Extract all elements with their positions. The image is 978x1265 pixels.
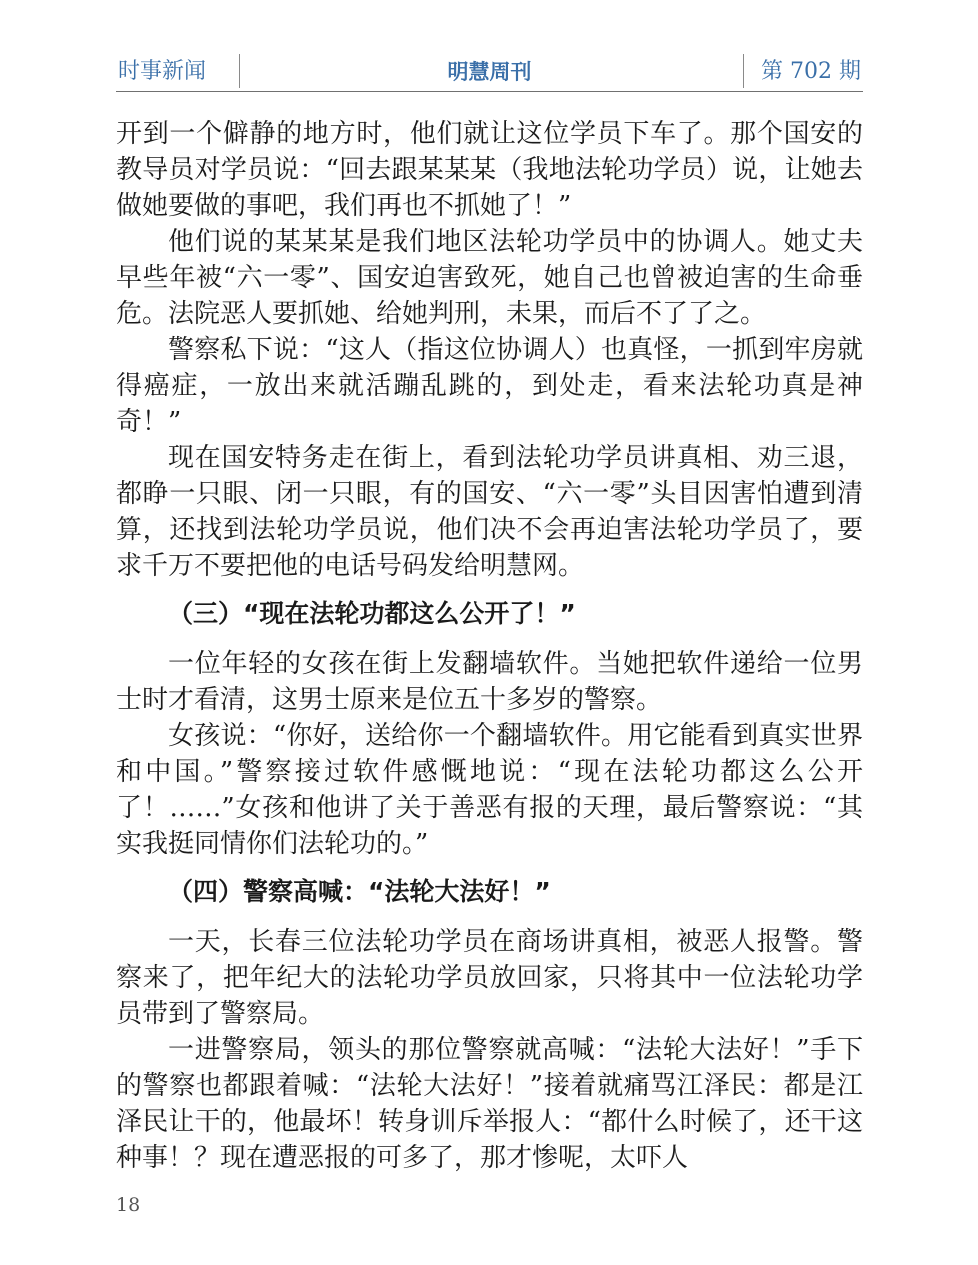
paragraph: 警察私下说：“这人（指这位协调人）也真怪，一抓到牢房就得癌症，一放出来就活蹦乱跳的，到处走，看来法轮功真是神奇！” (116, 335, 863, 437)
header-divider-right (743, 54, 744, 88)
paragraph: 现在国安特务走在街上，看到法轮功学员讲真相、劝三退，都睁一只眼、闭一只眼，有的国安、“六一零”头目因害怕遭到清算，还找到法轮功学员说，他们决不会再迫害法轮功学员了，要求千万不要把他的电话号码发给明慧网。 (116, 443, 863, 581)
publication-title: 明慧周刊 (447, 60, 532, 84)
paragraph: 一位年轻的女孩在街上发翻墙软件。当她把软件递给一位男士时才看清，这男士原来是位五十多岁的警察。 (116, 649, 863, 715)
page-number: 18 (116, 1194, 141, 1216)
paragraph: 一天，长春三位法轮功学员在商场讲真相，被恶人报警。警察来了，把年纪大的法轮功学员放回家，只将其中一位法轮功学员带到了警察局。 (116, 927, 863, 1029)
header-rule (116, 91, 863, 92)
paragraph: 女孩说：“你好，送给你一个翻墙软件。用它能看到真实世界和中国。”警察接过软件感慨地说：“现在法轮功都这么公开了！……”女孩和他讲了关于善恶有报的天理，最后警察说：“其实我挺同情你们法轮功的。” (116, 721, 863, 859)
paragraph: 他们说的某某某是我们地区法轮功学员中的协调人。她丈夫早些年被“六一零”、国安迫害致死，她自己也曾被迫害的生命垂危。法院恶人要抓她、给她判刑，未果，而后不了了之。 (116, 227, 863, 329)
section-heading-4: （四）警察高喊：“法轮大法好！” (168, 877, 551, 906)
issue-number: 第 702 期 (761, 59, 861, 84)
article-body (116, 116, 863, 1176)
page-header (116, 52, 863, 90)
section-label: 时事新闻 (118, 59, 207, 84)
paragraph-continued: 开到一个僻静的地方时，他们就让这位学员下车了。那个国安的教导员对学员说：“回去跟某某某（我地法轮功学员）说，让她去做她要做的事吧，我们再也不抓她了！” (116, 119, 863, 221)
section-heading-3: （三）“现在法轮功都这么公开了！” (168, 599, 576, 628)
paragraph: 一进警察局，领头的那位警察就高喊：“法轮大法好！”手下的警察也都跟着喊：“法轮大法好！”接着就痛骂江泽民：都是江泽民让干的，他最坏！转身训斥举报人：“都什么时候了，还干这种事！？现在遭恶报的可多了，那才惨呢，太吓人 (116, 1035, 863, 1173)
